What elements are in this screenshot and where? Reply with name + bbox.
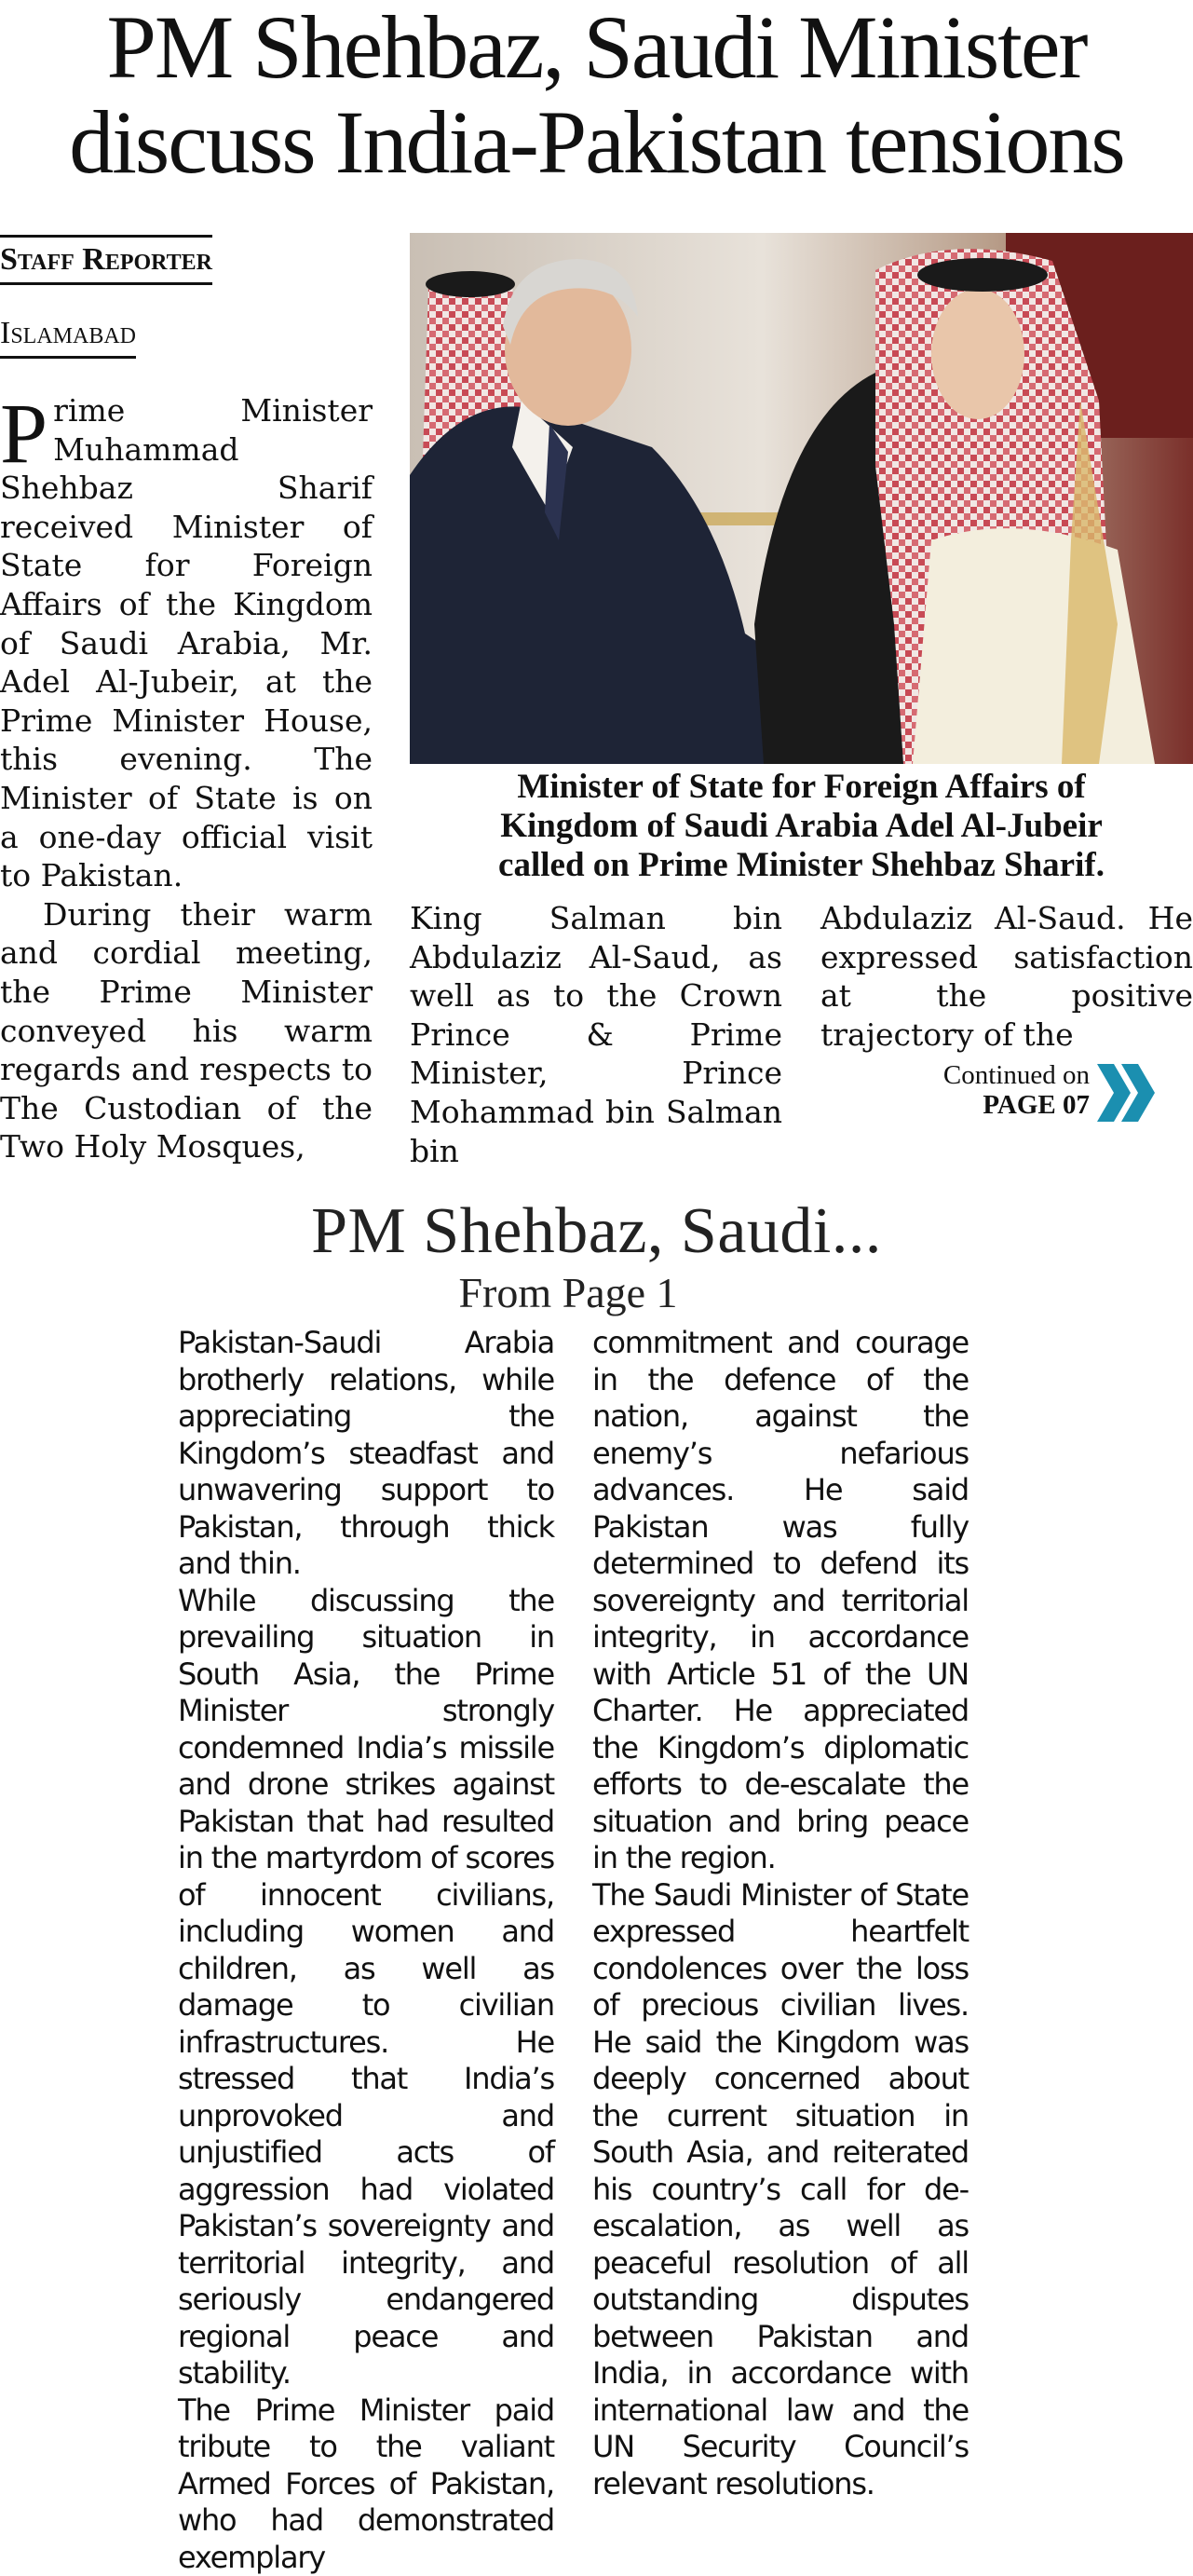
caption-line-2: Kingdom of Saudi Arabia Adel Al-Jubeir bbox=[410, 807, 1193, 846]
jump-headline: PM Shehbaz, Saudi... bbox=[0, 1194, 1193, 1269]
article-column-3: Abdulaziz Al-Saud. He expressed satisfaction at the positive trajectory of the bbox=[820, 899, 1193, 1054]
article-paragraph-1-text: rime Minister Muhammad Shehbaz Sharif received Minister of State for Foreign Affairs of the Kingdom of Saudi Arabia, Mr. Adel Al-Jubeir, at the Prime Minister House, this evening. The Minister of State is on a one-day official visit to Pakistan. bbox=[0, 392, 373, 893]
article-column-1 bbox=[0, 391, 373, 1166]
headline-line-2: discuss India-Pakistan tensions bbox=[0, 95, 1193, 190]
news-photo bbox=[410, 233, 1193, 764]
continued-page: PAGE 07 bbox=[894, 1090, 1090, 1120]
caption-line-1: Minister of State for Foreign Affairs of bbox=[410, 768, 1193, 807]
article-paragraph-1 bbox=[0, 391, 373, 895]
continued-label: Continued on bbox=[894, 1060, 1090, 1090]
jump-column-right bbox=[592, 1325, 969, 2502]
byline-reporter: Staff Reporter bbox=[0, 235, 212, 285]
jump-paragraph: commitment and courage in the defence of the nation, against the enemy’s nefarious advances. He said Pakistan was fully determined to defend its sovereignty and territorial integrity, in accordance with Article 51 of the UN Charter. He appreciated the Kingdom’s diplomatic efforts to de-escalate the situation and bring peace in the region. bbox=[592, 1325, 969, 1877]
news-photo-illustration bbox=[410, 233, 1193, 764]
article-column-2: King Salman bin Abdulaziz Al-Saud, as well as to the Crown Prince & Prime Minister, Prince Mohammad bin Salman bin bbox=[410, 899, 782, 1170]
continued-notice bbox=[894, 1060, 1090, 1120]
article-paragraph-2: During their warm and cordial meeting, the Prime Minister conveyed his warm regards and respects to The Custodian of the Two Holy Mosques, bbox=[0, 895, 373, 1166]
jump-paragraph: While discussing the prevailing situation in South Asia, the Prime Minister strongly condemned India’s missile and drone strikes against Pakistan that had resulted in the martyrdom of scores of innocent civilians, including women and children, as well as damage to civilian infrastructures. He stressed that India’s unprovoked and unjustified acts of aggression had violated Pakistan’s sovereignty and territorial integrity, and seriously endangered regional peace and stability. bbox=[178, 1583, 554, 2392]
photo-caption bbox=[410, 768, 1193, 885]
headline bbox=[0, 0, 1193, 190]
drop-cap: P bbox=[0, 399, 47, 468]
jump-paragraph: The Saudi Minister of State expressed heartfelt condolences over the loss of precious civilian lives. He said the Kingdom was deeply concerned about the current situation in South Asia, and reiterated his country’s call for de-escalation, as well as peaceful resolution of all outstanding disputes between Pakistan and India, in accordance with international law and the UN Security Council’s relevant resolutions. bbox=[592, 1877, 969, 2503]
jump-paragraph: Pakistan-Saudi Arabia brotherly relations, while appreciating the Kingdom’s steadfast and unwavering support to Pakistan, through thick and thin. bbox=[178, 1325, 554, 1583]
double-chevron-right-icon bbox=[1095, 1062, 1157, 1124]
headline-line-1: PM Shehbaz, Saudi Minister bbox=[0, 0, 1193, 95]
byline-location: Islamabad bbox=[0, 315, 136, 359]
jump-paragraph: The Prime Minister paid tribute to the valiant Armed Forces of Pakistan, who had demonstrated exemplary bbox=[178, 2392, 554, 2576]
jump-subtitle: From Page 1 bbox=[0, 1269, 1136, 1317]
caption-line-3: called on Prime Minister Shehbaz Sharif. bbox=[410, 846, 1193, 885]
jump-column-left bbox=[178, 1325, 554, 2576]
